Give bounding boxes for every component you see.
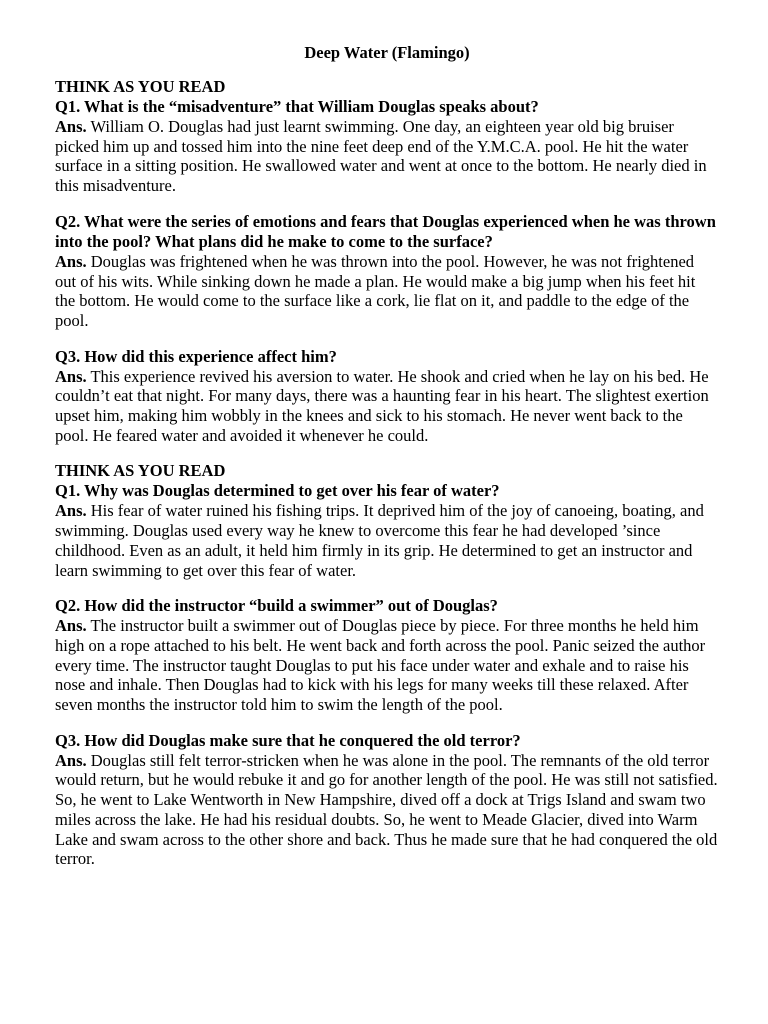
question: Q1. Why was Douglas determined to get over his fear of water? xyxy=(55,481,500,501)
question: Q2. How did the instructor “build a swimmer” out of Douglas? xyxy=(55,596,498,616)
answer-text: This experience revived his aversion to water. He shook and cried when he lay on his bed. He couldn’t eat that night. For many days, there was a haunting fear in his heart. The slightest exertion upset him, making him wobbly in the knees and sick to his stomach. He never went back to the pool. He feared water and avoided it whenever he could. xyxy=(55,366,709,445)
qa-item xyxy=(55,97,719,196)
answer-text: His fear of water ruined his fishing trips. It deprived him of the joy of canoeing, boating, and swimming. Douglas used every way he knew to overcome this fear he had developed ’since childhood. Even as an adult, it held him firmly in its grip. He determined to get an instructor and learn swimming to get over this fear of water. xyxy=(55,501,704,580)
answer xyxy=(55,501,719,580)
answer-text: Douglas was frightened when he was thrown into the pool. However, he was not frightened out of his wits. While sinking down he made a plan. He would make a big jump when his feet hit the bottom. He would come to the surface like a cork, lie flat on it, and paddle to the edge of the pool. xyxy=(55,251,696,330)
question: Q1. What is the “misadventure” that William Douglas speaks about? xyxy=(55,97,539,116)
answer-label: Ans. xyxy=(55,251,87,271)
answer xyxy=(55,117,719,196)
answer xyxy=(55,367,719,446)
answer xyxy=(55,616,719,715)
answer-label: Ans. xyxy=(55,750,87,770)
qa-item xyxy=(55,481,719,580)
answer-label: Ans. xyxy=(55,117,87,136)
section-heading: THINK AS YOU READ xyxy=(55,77,226,96)
answer-text: The instructor built a swimmer out of Douglas piece by piece. For three months he held him high on a rope attached to his belt. He went back and forth across the pool. Panic seized the author every time. The instructor taught Douglas to put his face under water and exhale and to raise his nose and inhale. Then Douglas had to kick with his legs for many weeks till these relaxed. After seven months the instructor told him to swim the length of the pool. xyxy=(55,616,706,715)
document-title: Deep Water (Flamingo) xyxy=(304,43,470,62)
qa-item xyxy=(55,596,719,715)
answer-text: Douglas still felt terror-stricken when he was alone in the pool. The remnants of the old terror would return, but he would rebuke it and go for another length of the pool. He was still not satisfied. So, he went to Lake Wentworth in New Hampshire, dived off a dock at Trigs Island and swam two miles across the lake. He had his residual doubts. So, he went to Meade Glacier, dived into Warm Lake and swam across to the other shore and back. Thus he made sure that he had conquered the old terror. xyxy=(55,750,718,869)
qa-item xyxy=(55,212,719,331)
answer-label: Ans. xyxy=(55,501,87,521)
section-1 xyxy=(55,77,719,445)
section-2 xyxy=(55,461,719,869)
answer-label: Ans. xyxy=(55,366,87,386)
question: Q2. What were the series of emotions and fears that Douglas experienced when he was thrown into the pool? What plans did he make to come to the surface? xyxy=(55,211,716,251)
qa-item xyxy=(55,347,719,446)
document-page xyxy=(55,41,719,885)
answer-text: William O. Douglas had just learnt swimming. One day, an eighteen year old big bruiser picked him up and tossed him into the nine feet deep end of the Y.M.C.A. pool. He hit the water surface in a sitting position. He swallowed water and went at once to the bottom. He nearly died in this misadventure. xyxy=(55,117,707,196)
qa-item xyxy=(55,731,719,869)
answer-label: Ans. xyxy=(55,616,87,636)
section-heading: THINK AS YOU READ xyxy=(55,461,226,481)
question: Q3. How did this experience affect him? xyxy=(55,346,337,366)
answer xyxy=(55,252,719,331)
question: Q3. How did Douglas make sure that he conquered the old terror? xyxy=(55,730,521,750)
answer xyxy=(55,751,719,869)
